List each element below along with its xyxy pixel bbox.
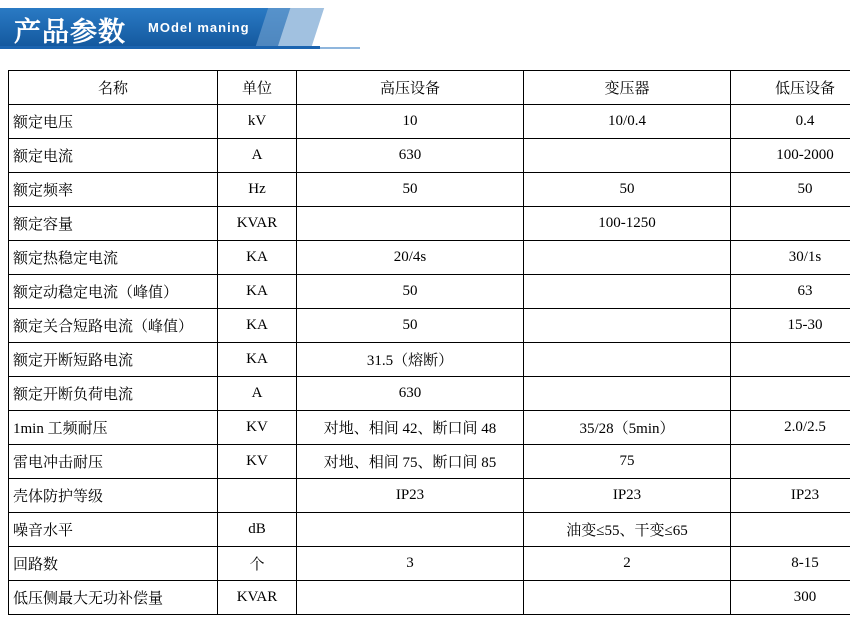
cell-high-voltage: 10	[297, 105, 524, 139]
table-row	[9, 207, 850, 241]
cell-high-voltage: 50	[297, 275, 524, 309]
cell-low-voltage: 0.4	[731, 105, 850, 139]
cell-high-voltage	[297, 207, 524, 241]
header-banner-accent	[256, 8, 324, 46]
cell-high-voltage: 对地、相间 75、断口间 85	[297, 445, 524, 479]
cell-name: 额定容量	[9, 207, 218, 241]
cell-transformer	[524, 309, 731, 343]
cell-name: 雷电冲击耐压	[9, 445, 218, 479]
table-body	[9, 105, 850, 615]
cell-name: 低压侧最大无功补偿量	[9, 581, 218, 615]
cell-high-voltage	[297, 581, 524, 615]
header-underline-secondary	[320, 47, 360, 49]
cell-name: 额定电流	[9, 139, 218, 173]
page-subtitle: MOdel maning	[148, 20, 250, 35]
cell-unit: A	[218, 377, 297, 411]
cell-unit: kV	[218, 105, 297, 139]
cell-low-voltage: 2.0/2.5	[731, 411, 850, 445]
table-row	[9, 105, 850, 139]
cell-low-voltage: IP23	[731, 479, 850, 513]
column-header-unit: 单位	[218, 71, 297, 105]
cell-unit: Hz	[218, 173, 297, 207]
table-row	[9, 479, 850, 513]
page-title: 产品参数	[14, 17, 126, 47]
cell-high-voltage: 630	[297, 377, 524, 411]
cell-name: 回路数	[9, 547, 218, 581]
cell-name: 额定热稳定电流	[9, 241, 218, 275]
spec-table	[8, 70, 850, 615]
cell-high-voltage: 20/4s	[297, 241, 524, 275]
cell-low-voltage: 8-15	[731, 547, 850, 581]
cell-low-voltage: 63	[731, 275, 850, 309]
cell-unit: A	[218, 139, 297, 173]
column-header-high-voltage: 高压设备	[297, 71, 524, 105]
table-row	[9, 581, 850, 615]
cell-unit: KV	[218, 445, 297, 479]
cell-low-voltage: 300	[731, 581, 850, 615]
cell-transformer: 10/0.4	[524, 105, 731, 139]
cell-transformer	[524, 241, 731, 275]
cell-name: 1min 工频耐压	[9, 411, 218, 445]
cell-transformer: 2	[524, 547, 731, 581]
cell-unit: KA	[218, 343, 297, 377]
cell-transformer	[524, 139, 731, 173]
table-row	[9, 343, 850, 377]
cell-name: 额定开断短路电流	[9, 343, 218, 377]
cell-name: 额定电压	[9, 105, 218, 139]
cell-unit: KVAR	[218, 207, 297, 241]
cell-name: 额定开断负荷电流	[9, 377, 218, 411]
cell-transformer	[524, 343, 731, 377]
cell-unit: dB	[218, 513, 297, 547]
table-row	[9, 547, 850, 581]
cell-high-voltage: IP23	[297, 479, 524, 513]
table-row	[9, 411, 850, 445]
cell-low-voltage: 50	[731, 173, 850, 207]
cell-low-voltage	[731, 207, 850, 241]
cell-high-voltage: 对地、相间 42、断口间 48	[297, 411, 524, 445]
cell-unit: 个	[218, 547, 297, 581]
cell-unit: KA	[218, 309, 297, 343]
table-row	[9, 275, 850, 309]
cell-transformer: IP23	[524, 479, 731, 513]
table-row	[9, 173, 850, 207]
spec-table-container	[0, 56, 850, 615]
table-header-row	[9, 71, 850, 105]
table-row	[9, 309, 850, 343]
cell-high-voltage: 630	[297, 139, 524, 173]
cell-low-voltage	[731, 343, 850, 377]
column-header-name: 名称	[9, 71, 218, 105]
table-row	[9, 241, 850, 275]
cell-transformer	[524, 377, 731, 411]
cell-transformer: 100-1250	[524, 207, 731, 241]
cell-transformer: 油变≤55、干变≤65	[524, 513, 731, 547]
cell-high-voltage: 31.5（熔断）	[297, 343, 524, 377]
cell-high-voltage: 50	[297, 309, 524, 343]
cell-unit: KVAR	[218, 581, 297, 615]
cell-transformer	[524, 275, 731, 309]
cell-low-voltage	[731, 377, 850, 411]
cell-name: 额定频率	[9, 173, 218, 207]
table-row	[9, 139, 850, 173]
column-header-low-voltage: 低压设备	[731, 71, 850, 105]
cell-low-voltage: 15-30	[731, 309, 850, 343]
cell-low-voltage	[731, 445, 850, 479]
cell-name: 噪音水平	[9, 513, 218, 547]
page-header	[0, 0, 850, 56]
cell-low-voltage: 100-2000	[731, 139, 850, 173]
table-row	[9, 513, 850, 547]
column-header-transformer: 变压器	[524, 71, 731, 105]
cell-low-voltage	[731, 513, 850, 547]
cell-name: 额定动稳定电流（峰值）	[9, 275, 218, 309]
cell-unit: KA	[218, 241, 297, 275]
cell-name: 额定关合短路电流（峰值）	[9, 309, 218, 343]
cell-high-voltage: 3	[297, 547, 524, 581]
cell-high-voltage: 50	[297, 173, 524, 207]
cell-unit	[218, 479, 297, 513]
cell-transformer: 75	[524, 445, 731, 479]
table-row	[9, 445, 850, 479]
cell-high-voltage	[297, 513, 524, 547]
cell-low-voltage: 30/1s	[731, 241, 850, 275]
cell-unit: KA	[218, 275, 297, 309]
table-row	[9, 377, 850, 411]
cell-transformer: 35/28（5min）	[524, 411, 731, 445]
cell-transformer	[524, 581, 731, 615]
cell-unit: KV	[218, 411, 297, 445]
cell-transformer: 50	[524, 173, 731, 207]
cell-name: 壳体防护等级	[9, 479, 218, 513]
